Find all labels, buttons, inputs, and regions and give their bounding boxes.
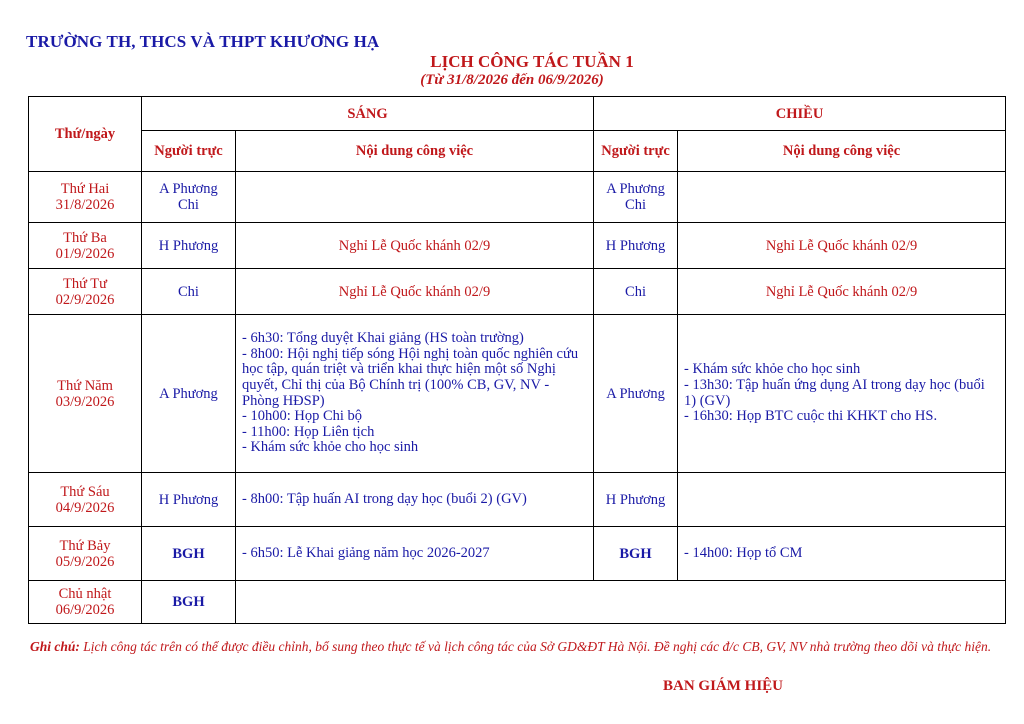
school-name: TRƯỜNG TH, THCS VÀ THPT KHƯƠNG HẠ: [26, 32, 380, 51]
content-item: - 13h30: Tập huấn ứng dụng AI trong dạy học (buổi 1) (GV): [684, 376, 985, 409]
content-item: - 14h00: Họp tổ CM: [684, 544, 803, 561]
pm-duty-cell: A Phương Chi: [594, 172, 678, 223]
day-name: Thứ Năm: [57, 377, 113, 394]
header-morning: SÁNG: [142, 97, 594, 131]
day-cell: [29, 315, 142, 473]
table-row: [29, 527, 1006, 581]
day-date: 02/9/2026: [55, 291, 115, 308]
pm-duty-cell: H Phương: [594, 473, 678, 527]
day-cell: [29, 223, 142, 269]
am-content-cell: [236, 315, 594, 473]
footnote: [22, 639, 1007, 655]
content-item: Nghỉ Lễ Quốc khánh 02/9: [765, 237, 918, 254]
header-pm-duty: Người trực: [594, 131, 678, 172]
table-row: [29, 581, 1006, 624]
pm-duty-cell: Chi: [594, 269, 678, 315]
content-item: - 11h00: Họp Liên tịch: [242, 423, 375, 440]
pm-content-cell: [678, 315, 1006, 473]
content-item: - 8h00: Tập huấn AI trong dạy học (buổi 2) (GV): [242, 490, 527, 507]
content-item: - Khám sức khỏe cho học sinh: [242, 439, 419, 456]
pm-content-cell: [678, 172, 1006, 223]
footnote-label: Ghi chú:: [30, 639, 80, 654]
schedule-period: (Từ 31/8/2026 đến 06/9/2026): [420, 72, 604, 88]
document-title: [0, 52, 1024, 89]
header-am-content: Nội dung công việc: [236, 131, 594, 172]
am-duty-cell: A Phương: [142, 315, 236, 473]
schedule-table: [28, 96, 1006, 624]
am-duty-cell: H Phương: [142, 223, 236, 269]
table-row: [29, 269, 1006, 315]
day-date: 04/9/2026: [55, 499, 115, 516]
content-item: - 6h50: Lễ Khai giảng năm học 2026-2027: [242, 544, 490, 561]
sunday-content-cell: [236, 581, 1006, 624]
table-row: [29, 223, 1006, 269]
content-item: - Khám sức khỏe cho học sinh: [684, 361, 861, 378]
am-content-cell: [236, 269, 594, 315]
pm-duty-cell: BGH: [594, 527, 678, 581]
content-item: - 8h00: Hội nghị tiếp sóng Hội nghị toàn quốc nghiên cứu học tập, quán triệt và triển khai thực hiện một số Nghị quyết, Chỉ thị của Bộ Chính trị (100% CB, GV, NV - Phòng HĐSP): [242, 345, 579, 409]
pm-content-cell: [678, 473, 1006, 527]
pm-content-cell: [678, 223, 1006, 269]
day-date: 06/9/2026: [55, 602, 115, 618]
day-date: 31/8/2026: [55, 197, 115, 213]
am-content-cell: [236, 172, 594, 223]
day-name: Thứ Sáu: [60, 483, 110, 500]
day-name: Thứ Ba: [63, 229, 107, 246]
am-duty-cell: A Phương Chi: [142, 172, 236, 223]
am-content-cell: [236, 527, 594, 581]
day-cell: [29, 269, 142, 315]
day-cell: [29, 473, 142, 527]
header-afternoon: CHIỀU: [594, 97, 1006, 131]
day-name: Thứ Hai: [60, 181, 110, 197]
day-name: Thứ Bảy: [59, 537, 111, 554]
am-duty-cell: BGH: [142, 527, 236, 581]
table-row: [29, 172, 1006, 223]
content-item: - 16h30: Họp BTC cuộc thi KHKT cho HS.: [684, 408, 938, 425]
pm-duty-cell: A Phương: [594, 315, 678, 473]
schedule-title: LỊCH CÔNG TÁC TUẦN 1: [430, 52, 634, 71]
am-duty-cell: Chi: [142, 269, 236, 315]
signature: BAN GIÁM HIỆU: [663, 678, 784, 694]
day-cell: [29, 527, 142, 581]
pm-content-cell: [678, 527, 1006, 581]
table-row: [29, 315, 1006, 473]
table-row: [29, 473, 1006, 527]
pm-content-cell: [678, 269, 1006, 315]
footnote-text: Lịch công tác trên có thể được điều chỉnh, bổ sung theo thực tế và lịch công tác của Sở GD&ĐT Hà Nội. Đề nghị các đ/c CB, GV, NV nhà trường theo dõi và thực hiện.: [83, 639, 992, 654]
content-item: Nghỉ Lễ Quốc khánh 02/9: [338, 283, 491, 300]
header-pm-content: Nội dung công việc: [678, 131, 1006, 172]
day-date: 05/9/2026: [55, 553, 115, 570]
day-date: 03/9/2026: [55, 393, 115, 410]
am-content-cell: [236, 473, 594, 527]
header-day: Thứ/ngày: [29, 97, 142, 172]
pm-duty-cell: H Phương: [594, 223, 678, 269]
day-cell: [29, 172, 142, 223]
am-content-cell: [236, 223, 594, 269]
content-item: - 10h00: Họp Chi bộ: [242, 408, 363, 425]
am-duty-cell: H Phương: [142, 473, 236, 527]
header-am-duty: Người trực: [142, 131, 236, 172]
am-duty-cell: BGH: [142, 581, 236, 624]
day-cell: [29, 581, 142, 624]
content-item: - 6h30: Tổng duyệt Khai giảng (HS toàn trường): [242, 330, 524, 347]
day-date: 01/9/2026: [55, 245, 115, 262]
day-name: Chủ nhật: [58, 586, 112, 602]
content-item: Nghỉ Lễ Quốc khánh 02/9: [765, 283, 918, 300]
content-item: Nghỉ Lễ Quốc khánh 02/9: [338, 237, 491, 254]
day-name: Thứ Tư: [62, 275, 108, 292]
